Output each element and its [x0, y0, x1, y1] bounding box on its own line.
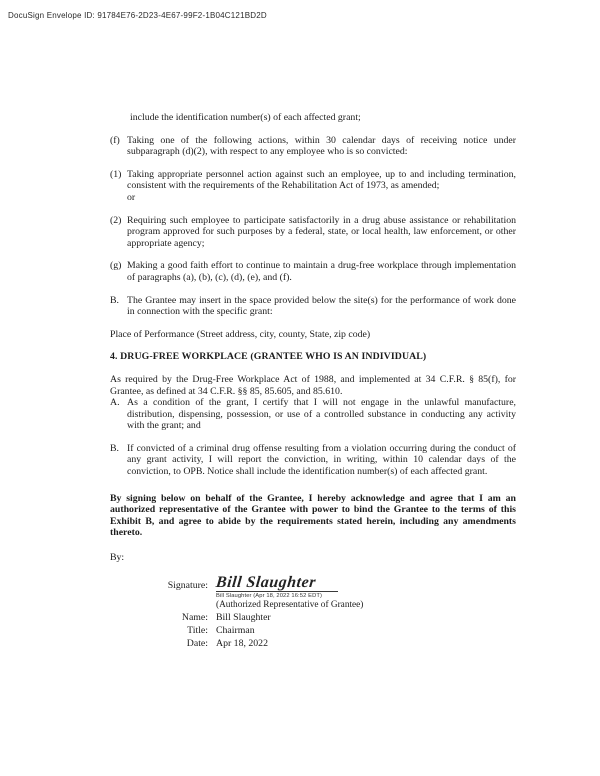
by-label: By:	[110, 552, 125, 564]
clause-f	[110, 135, 516, 158]
clause-individual-a	[110, 397, 516, 432]
clause-label: (1)	[110, 168, 122, 180]
clause-text: Taking appropriate personnel action against such an employee, up to and including termination, consistent with the requirements of the Rehabilitation Act of 1973, as amended;	[127, 168, 516, 192]
signature-row	[140, 574, 516, 611]
clause-label: B.	[110, 442, 119, 454]
signature-area	[208, 574, 363, 611]
docusign-envelope-id: DocuSign Envelope ID: 91784E76-2D23-4E67-99F2-1B04C121BD2D	[8, 11, 267, 20]
clause-text: The Grantee may insert in the space provided below the site(s) for the performance of work done in connection with the specific grant:	[127, 294, 516, 318]
clause-text: As a condition of the grant, I certify that I will not engage in the unlawful manufacture, distribution, dispensing, possession, or use of a controlled substance in conducting any activity with the grant; and	[127, 397, 516, 432]
paragraph-continuation: include the identification number(s) of each affected grant;	[130, 112, 361, 123]
name-value: Bill Slaughter	[216, 611, 271, 623]
place-of-performance-line: Place of Performance (Street address, city, county, State, zip code)	[110, 328, 371, 340]
signature-block	[140, 574, 516, 650]
clause-g	[110, 260, 516, 283]
signature-subtitle: (Authorized Representative of Grantee)	[216, 599, 364, 610]
document-body	[110, 112, 516, 650]
signature-label: Signature:	[167, 579, 208, 591]
clause-f-1	[110, 169, 516, 204]
title-value: Chairman	[216, 624, 255, 636]
paragraph-acknowledgement: By signing below on behalf of the Grantee, I hereby acknowledge and agree that I am an authorized representative of the Grantee with power to bind the Grantee to the terms of this Exhibit B, and agree to abide by the requirements stated herein, including any amendments thereto.	[110, 492, 516, 539]
signature-timestamp: Bill Slaughter (Apr 18, 2022 16:52 EDT)	[216, 592, 323, 599]
name-row	[140, 611, 516, 624]
clause-label: A.	[110, 397, 120, 409]
date-value: Apr 18, 2022	[216, 637, 268, 649]
clause-individual-b	[110, 443, 516, 478]
title-row	[140, 624, 516, 637]
clause-text: If convicted of a criminal drug offense resulting from a violation occurring during the conduct of any grant activity, I will report the conviction, in writing, within 10 calendar days of the conviction, to OPB. Notice shall include the identification number(s) of each affected grant.	[127, 442, 516, 478]
title-label: Title:	[187, 624, 208, 636]
paragraph-intro: As required by the Drug-Free Workplace Act of 1988, and implemented at 34 C.F.R. § 85(f), for Grantee, as defined at 34 C.F.R. §§ 85, 85.605, and 85.610.	[110, 373, 516, 397]
signature-script: Bill Slaughter	[215, 573, 317, 591]
date-row	[140, 637, 516, 650]
section-heading-drug-free-workplace: 4. DRUG-FREE WORKPLACE (GRANTEE WHO IS AN INDIVIDUAL)	[110, 351, 427, 363]
clause-label: B.	[110, 294, 119, 306]
date-label: Date:	[186, 637, 208, 649]
clause-label: (g)	[110, 260, 122, 272]
clause-text: Taking one of the following actions, within 30 calendar days of receiving notice under subparagraph (d)(2), with respect to any employee who is so convicted:	[127, 134, 516, 158]
clause-text: Making a good faith effort to continue to maintain a drug-free workplace through implementation of paragraphs (a), (b), (c), (d), (e), and (f).	[127, 260, 516, 283]
clause-label: (2)	[110, 214, 122, 226]
signature-underline	[216, 574, 338, 592]
name-label: Name:	[181, 611, 208, 623]
clause-text: Requiring such employee to participate satisfactorily in a drug abuse assistance or rehabilitation program approved for such purposes by a federal, state, or local health, law enforcement, or other appropriate agency;	[127, 214, 516, 249]
clause-f-2	[110, 215, 516, 250]
clause-b-site	[110, 295, 516, 318]
clause-label: (f)	[110, 134, 120, 146]
clause-suffix-or: or	[127, 191, 136, 203]
